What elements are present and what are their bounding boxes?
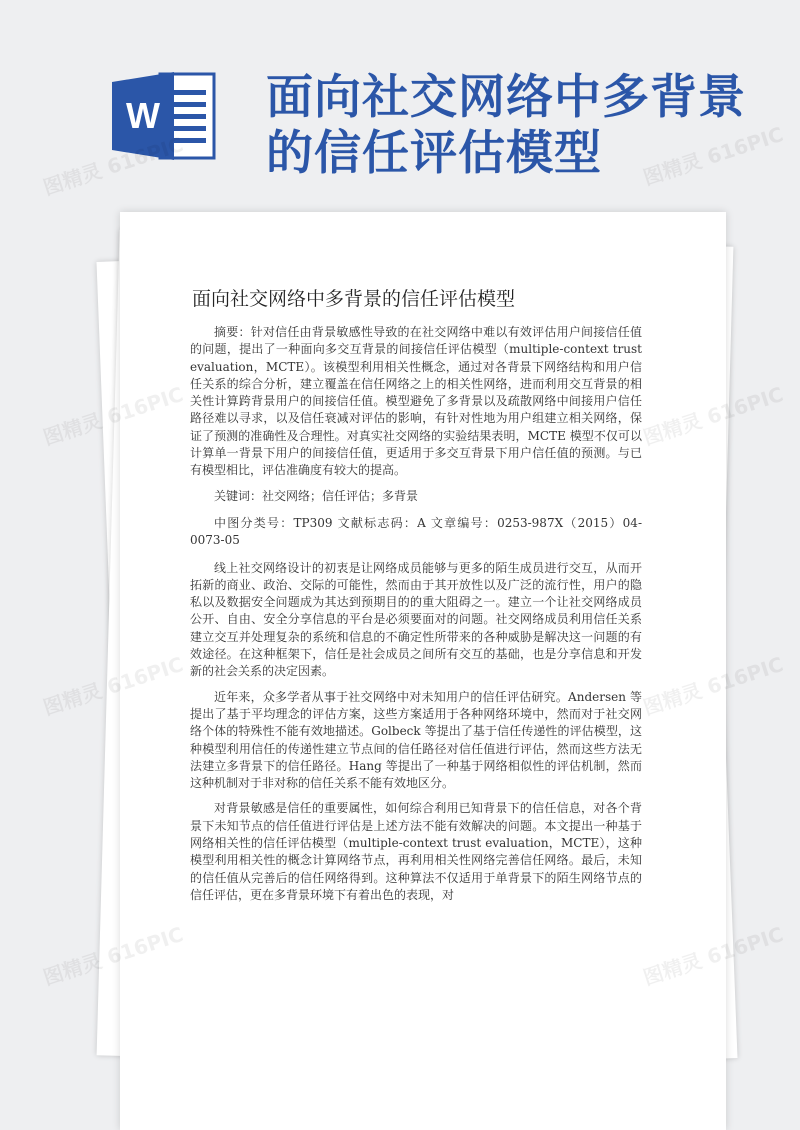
- classification-line: 中图分类号：TP309 文献标志码：A 文章编号：0253-987X（2015）04-0073-05: [190, 515, 642, 548]
- watermark: 图精灵 616PIC: [40, 132, 187, 200]
- document-title: 面向社交网络中多背景的信任评估模型: [192, 288, 516, 310]
- watermark: 图精灵: [40, 948, 105, 990]
- banner-title-line-2: 的信任评估模型: [266, 126, 602, 181]
- abstract-paragraph: 摘要：针对信任由背景敏感性导致的在社交网络中难以有效评估用户间接信任值的问题，提出了一种面向多交互背景的间接信任评估模型（multiple-context trust evaluation，MCTE）。该模型利用相关性概念，通过对各背景下网络结构和用户信任关系的综合分析，建立覆盖在信任网络之上的相关性网络，进而利用交互背景的相关性计算跨背景用户的间接信任值。模型避免了多背景以及疏散网络中间接用户信任路径难以寻求，以及信任衰减对评估的影响，有针对性地为用户组建立相关网络，保证了预测的准确性及合理性。对真实社交网络的实验结果表明，MCTE 模型不仅可以计算单一背景下用户的间接信任值，更适用于多交互背景下用户信任值的预测。与已有模型相比，评估准确度有较大的提高。: [190, 325, 642, 478]
- watermark: 616PIC: [703, 382, 787, 430]
- body-paragraph-1: 线上社交网络设计的初衷是让网络成员能够与更多的陌生成员进行交互，从而开拓新的商业、政治、交际的可能性，然而由于其开放性以及广泛的流行性，用户的隐私以及数据安全问题成为其达到预期目的的重大阻碍之一。建立一个让社交网络成员公开、自由、安全分享信息的平台是必须要面对的问题。社交网络成员利用信任关系建立交互并处理复杂的系统和信息的不确定性所带来的各种威胁是解决这一问题的有效途径。在这种框架下，信任是社会成员之间所有交互的基础，也是分享信息和开发新的社会关系的决定因素。: [190, 560, 642, 679]
- svg-text:W: W: [126, 95, 160, 136]
- watermark: 图精灵: [40, 408, 105, 450]
- watermark: 图精灵 616PIC: [640, 122, 787, 190]
- header-banner: [0, 0, 800, 200]
- keywords-line: 关键词：社交网络；信任评估；多背景: [214, 488, 419, 503]
- word-document-icon: [112, 70, 216, 162]
- document-page: [120, 212, 726, 1130]
- watermark: 616PIC: [703, 652, 787, 700]
- body-paragraph-2: 近年来，众多学者从事于社交网络中对未知用户的信任评估研究。Andersen 等提出了基于平均理念的评估方案，这些方案适用于各种网络环境中，然而对于社交网络个体的特殊性不能有效地描述。Golbeck 等提出了基于信任传递性的评估模型，这种模型利用信任的传递性建立节点间的信任路径对信任值进行评估，然而这些方法无法建立多背景下的信任路径。Hang 等提出了一种基于网络相似性的评估机制，然而这种机制对于非对称的信任关系不能有效地区分。: [190, 689, 642, 791]
- watermark: 图精灵: [40, 678, 105, 720]
- body-paragraph-3: 对背景敏感是信任的重要属性，如何综合利用已知背景下的信任信息，对各个背景下未知节点的信任值进行评估是上述方法不能有效解决的问题。本文提出一种基于网络相关性的信任评估模型（multiple-context trust evaluation，MCTE），这种模型利用相关性的概念计算网络节点，再利用相关性网络完善信任网络。最后，未知的信任值从完善后的信任网络得到。这种算法不仅适用于单背景下的陌生网络节点的信任评估，更在多背景环境下有着出色的表现，对: [190, 801, 642, 902]
- watermark: 616PIC: [703, 922, 787, 970]
- document-body: [190, 324, 642, 912]
- banner-title-line-1: 面向社交网络中多背景: [266, 70, 746, 125]
